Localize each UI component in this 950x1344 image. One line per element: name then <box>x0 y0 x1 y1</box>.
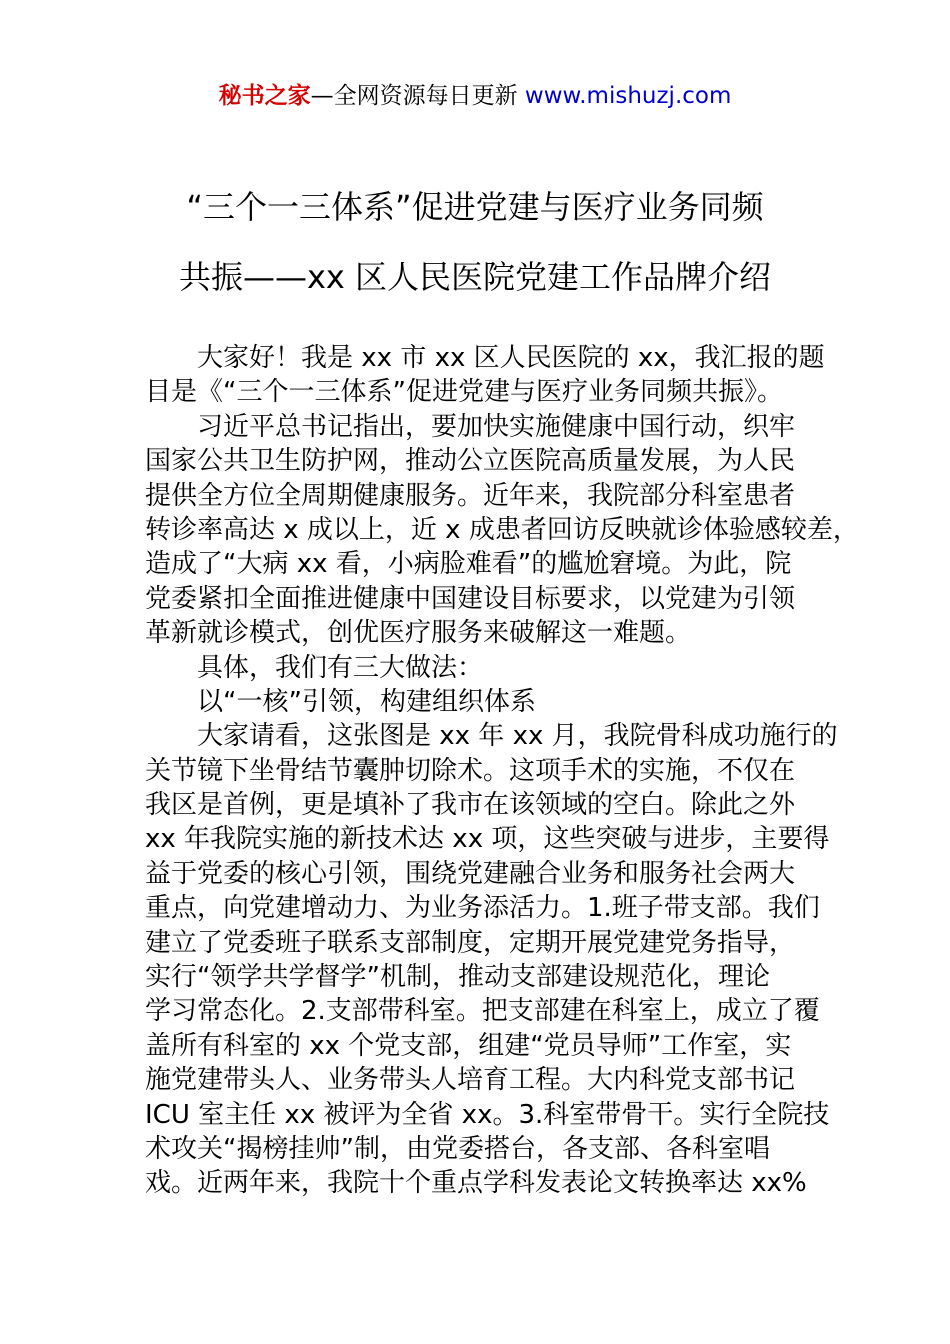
body-line: 盖所有科室的 xx 个党支部，组建“党员导师”工作室，实 <box>145 1030 792 1061</box>
body-line: 造成了“大病 xx 看，小病脸难看”的尴尬窘境。为此，院 <box>145 549 792 580</box>
body-line: 党委紧扣全面推进健康中国建设目标要求，以党建为引领 <box>145 583 796 614</box>
body-line: 施党建带头人、业务带头人培育工程。大内科党支部书记 <box>145 1065 796 1096</box>
body-line: 国家公共卫生防护网，推动公立医院高质量发展，为人民 <box>145 446 796 477</box>
body-line: 具体，我们有三大做法： <box>197 652 484 683</box>
body-line: 习近平总书记指出，要加快实施健康中国行动，织牢 <box>197 411 796 442</box>
body-line: 建立了党委班子联系支部制度，定期开展党建党务指导， <box>145 927 796 958</box>
body-line: 实行“领学共学督学”机制，推动支部建设规范化，理论 <box>145 962 770 993</box>
site-header <box>0 80 950 112</box>
body-line: 提供全方位全周期健康服务。近年来，我院部分科室患者 <box>145 480 796 511</box>
title-line-1: “三个一三体系”促进党建与医疗业务同频 <box>186 188 764 226</box>
body-line: xx 年我院实施的新技术达 xx 项，这些突破与进步，主要得 <box>145 824 830 855</box>
document-title <box>130 172 820 312</box>
body-line: 转诊率高达 x 成以上，近 x 成患者回访反映就诊体验感较差， <box>145 514 859 545</box>
body-line: 学习常态化。2.支部带科室。把支部建在科室上，成立了覆 <box>145 996 820 1027</box>
body-line: 大家好！我是 xx 市 xx 区人民医院的 xx，我汇报的题 <box>197 343 825 373</box>
site-tagline: —全网资源每日更新 <box>310 83 518 109</box>
body-line: 关节镜下坐骨结节囊肿切除术。这项手术的实施，不仅在 <box>145 755 796 786</box>
body-line: 我区是首例，更是填补了我市在该领域的空白。除此之外 <box>145 790 796 821</box>
document-body <box>145 341 859 1201</box>
body-line: 戏。近两年来，我院十个重点学科发表论文转换率达 xx% <box>145 1168 807 1199</box>
body-line: 大家请看，这张图是 xx 年 xx 月，我院骨科成功施行的 <box>197 721 838 752</box>
title-line-2: 共振——xx 区人民医院党建工作品牌介绍 <box>178 258 772 296</box>
body-line: 目是《“三个一三体系”促进党建与医疗业务同频共振》。 <box>145 377 783 408</box>
brand-name: 秘书之家 <box>218 83 311 109</box>
body-line: 革新就诊模式，创优医疗服务来破解这一难题。 <box>145 618 692 649</box>
body-line: 重点，向党建增动力、为业务添活力。1.班子带支部。我们 <box>145 893 820 924</box>
section-heading: 以“一核”引领，构建组织体系 <box>197 686 536 717</box>
body-line: 术攻关“揭榜挂帅”制，由党委搭台，各支部、各科室唱 <box>145 1133 770 1164</box>
body-line: ICU 室主任 xx 被评为全省 xx。3.科室带骨干。实行全院技 <box>145 1099 830 1130</box>
site-url-link[interactable]: www.mishuzj.com <box>524 83 732 109</box>
body-line: 益于党委的核心引领，围绕党建融合业务和服务社会两大 <box>145 858 796 889</box>
